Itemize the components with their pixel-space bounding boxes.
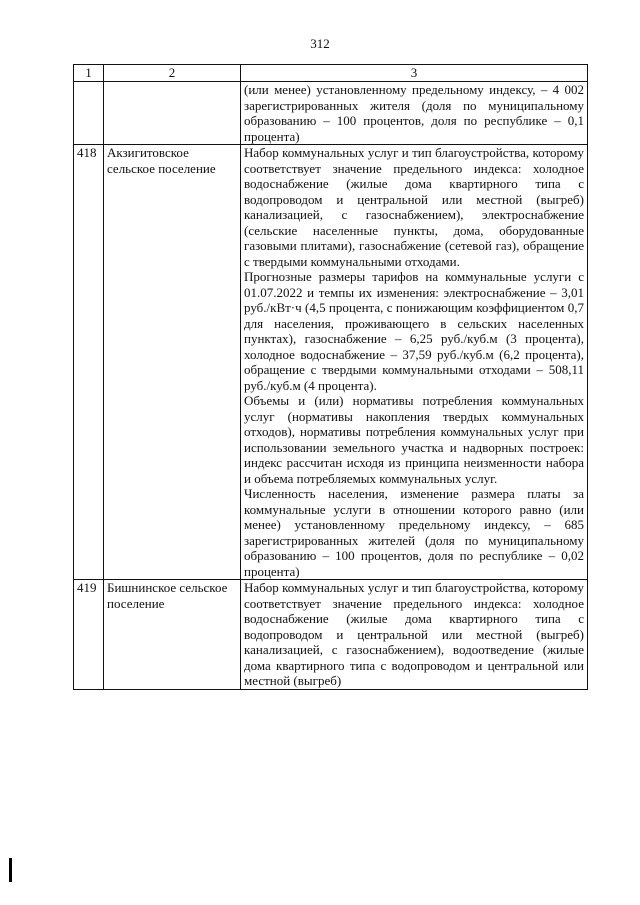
page-number: 312: [310, 36, 330, 51]
description-paragraph: Набор коммунальных услуг и тип благоустройства, которому соответствует значение предельного индекса: холодное водоснабжение (жилые дома квартирного типа с водопроводом и центральной или местной (выгреб) канализацией, с газоснабжением), электроснабжение (сельские населенные пункты, дома, оборудованные газовыми плитами), газоснабжение (сетевой газ), обращение с твердыми коммунальными отходами.: [244, 145, 584, 269]
table-header-row: [74, 65, 588, 82]
table-row: [74, 145, 588, 580]
column-header: 3: [241, 65, 588, 82]
column-header: 2: [104, 65, 241, 82]
row-description: [241, 145, 588, 580]
row-description: [241, 580, 588, 690]
description-paragraph: Набор коммунальных услуг и тип благоустройства, которому соответствует значение предельного индекса: холодное водоснабжение (жилые дома квартирного типа с водопроводом и центральной или местной (выгреб) канализацией, с газоснабжением), водоотведение (жилые дома квартирного типа с водопроводом и центральной или местной (выгреб): [244, 580, 584, 688]
scan-edge-mark: [9, 858, 12, 882]
column-header: 1: [74, 65, 104, 82]
row-description: [241, 82, 588, 145]
settlement-name: Бишнинское сельское поселение: [104, 580, 241, 690]
row-number: 418: [74, 145, 104, 580]
description-paragraph: Численность населения, изменение размера платы за коммунальные услуги в отношении которого равно (или менее) установленному предельному индексу, – 685 зарегистрированных жителей (доля по муниципальному образованию – 100 процентов, доля по республике – 0,02 процента): [244, 486, 584, 579]
settlement-name: [104, 82, 241, 145]
row-number: [74, 82, 104, 145]
description-paragraph: Объемы и (или) нормативы потребления коммунальных услуг (нормативы накопления твердых коммунальных отходов), нормативы потребления коммунальных услуг при использовании земельного участка и надворных построек: индекс рассчитан исходя из принципа неизменности набора и объема потребляемых коммунальных услуг.: [244, 393, 584, 486]
tariff-table: [73, 64, 588, 690]
table-row: [74, 580, 588, 690]
row-number: 419: [74, 580, 104, 690]
description-paragraph: Прогнозные размеры тарифов на коммунальные услуги с 01.07.2022 и темпы их изменения: электроснабжение – 3,01 руб./кВт·ч (4,5 процента, с понижающим коэффициентом 0,7 для населения, проживающего в сельских населенных пунктах), газоснабжение – 6,25 руб./куб.м (3 процента), холодное водоснабжение – 37,59 руб./куб.м (6,2 процента), обращение с твердыми коммунальными отходами – 508,11 руб./куб.м (4 процента).: [244, 269, 584, 393]
description-paragraph: (или менее) установленному предельному индексу, – 4 002 зарегистрированных жителя (доля по муниципальному образованию – 100 процентов, доля по республике – 0,1 процента): [244, 82, 584, 144]
settlement-name: Акзигитовское сельское поселение: [104, 145, 241, 580]
table-row: [74, 82, 588, 145]
